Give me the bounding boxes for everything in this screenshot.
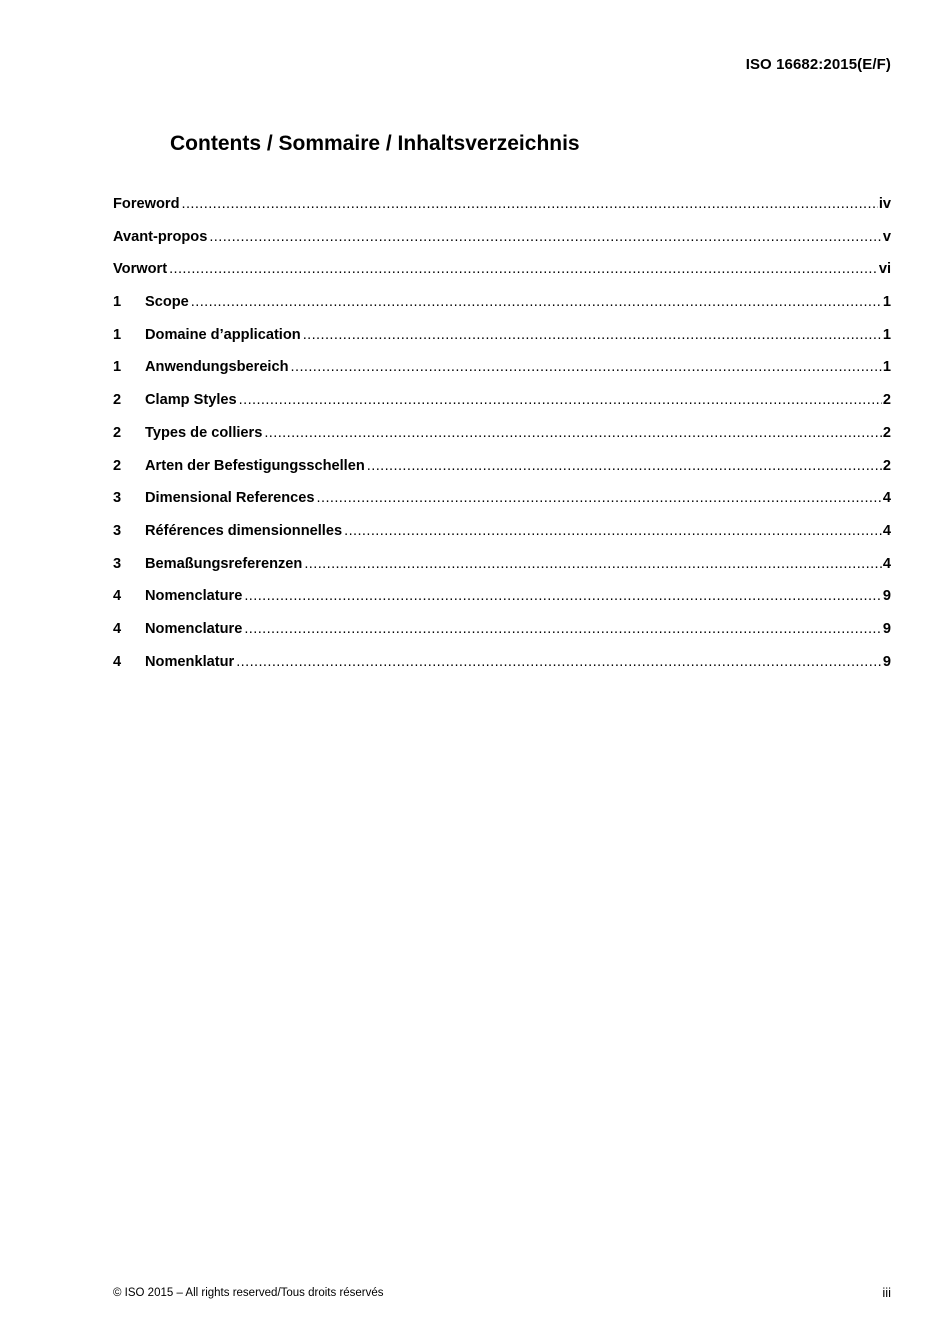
toc-leader-dots	[239, 392, 882, 408]
toc-entry-title: Références dimensionnelles	[145, 522, 343, 539]
toc-leader-dots	[344, 523, 882, 539]
toc-entry-page: 2	[882, 457, 891, 474]
toc-entry-page: 4	[882, 555, 891, 572]
toc-entry-page: v	[882, 228, 891, 245]
toc-entry-number: 3	[113, 522, 122, 539]
toc-entry-title: Nomenclature	[145, 588, 243, 605]
toc-entry-types-de-colliers[interactable]	[113, 425, 891, 458]
toc-entry-number: 2	[113, 424, 122, 441]
toc-entry-page: 2	[882, 424, 891, 441]
toc-entry-page: 1	[882, 294, 891, 311]
page-title: Contents / Sommaire / Inhaltsverzeichnis	[170, 132, 580, 155]
toc-entry-dimensional-references[interactable]	[113, 490, 891, 523]
toc-entry-number: 2	[113, 392, 122, 409]
toc-entry-domaine-application[interactable]	[113, 327, 891, 360]
toc-entry-title: Clamp Styles	[145, 392, 237, 409]
toc-entry-page: 9	[882, 653, 891, 670]
toc-entry-number: 1	[113, 326, 122, 343]
footer-page-number: iii	[882, 1285, 891, 1300]
toc-entry-title: Scope	[145, 294, 189, 311]
toc-leader-dots	[304, 556, 882, 572]
toc-entry-title: Types de colliers	[145, 424, 263, 441]
toc-entry-page: 1	[882, 359, 891, 376]
toc-entry-nomenclature-fr[interactable]	[113, 621, 891, 654]
toc-entry-page: 9	[882, 588, 891, 605]
toc-entry-number: 4	[113, 588, 122, 605]
toc-leader-dots	[236, 654, 882, 670]
toc-entry-title: Foreword	[113, 196, 180, 212]
toc-entry-anwendungsbereich[interactable]	[113, 359, 891, 392]
toc-leader-dots	[244, 621, 882, 637]
toc-entry-title: Arten der Befestigungsschellen	[145, 457, 365, 474]
toc-leader-dots	[317, 490, 882, 506]
toc-entry-title: Dimensional References	[145, 490, 315, 507]
toc-entry-page: iv	[878, 196, 891, 212]
toc-entry-bemassungsreferenzen[interactable]	[113, 556, 891, 589]
toc-entry-nomenklatur[interactable]	[113, 654, 891, 687]
toc-leader-dots	[191, 294, 882, 310]
toc-entry-page: vi	[878, 261, 891, 278]
toc-entry-scope[interactable]	[113, 294, 891, 327]
footer-copyright: © ISO 2015 – All rights reserved/Tous droits réservés	[113, 1287, 384, 1299]
toc-entry-number: 2	[113, 457, 122, 474]
toc-leader-dots	[209, 229, 882, 245]
table-of-contents	[113, 196, 891, 686]
toc-leader-dots	[169, 261, 878, 277]
toc-entry-clamp-styles[interactable]	[113, 392, 891, 425]
toc-entry-page: 4	[882, 522, 891, 539]
toc-entry-title: Avant-propos	[113, 228, 208, 245]
toc-entry-number: 3	[113, 490, 122, 507]
toc-leader-dots	[367, 458, 882, 474]
document-id: ISO 16682:2015(E/F)	[745, 56, 891, 73]
toc-entry-page: 4	[882, 490, 891, 507]
toc-entry-number: 3	[113, 555, 122, 572]
toc-entry-foreword[interactable]	[113, 196, 891, 229]
toc-entry-vorwort[interactable]	[113, 261, 891, 294]
toc-entry-page: 1	[882, 326, 891, 343]
toc-entry-page: 2	[882, 392, 891, 409]
toc-entry-number: 4	[113, 653, 122, 670]
toc-entry-page: 9	[882, 620, 891, 637]
toc-entry-references-dimensionnelles[interactable]	[113, 523, 891, 556]
toc-leader-dots	[244, 588, 882, 604]
toc-leader-dots	[181, 196, 877, 212]
toc-entry-title: Bemaßungsreferenzen	[145, 555, 303, 572]
toc-entry-title: Nomenclature	[145, 620, 243, 637]
toc-entry-title: Domaine d’application	[145, 326, 301, 343]
toc-entry-number: 1	[113, 359, 122, 376]
toc-entry-nomenclature-en[interactable]	[113, 588, 891, 621]
toc-entry-arten-der-befestigungsschellen[interactable]	[113, 458, 891, 491]
toc-leader-dots	[264, 425, 882, 441]
toc-entry-avant-propos[interactable]	[113, 229, 891, 262]
toc-entry-title: Anwendungsbereich	[145, 359, 289, 376]
toc-leader-dots	[291, 359, 882, 375]
toc-entry-title: Nomenklatur	[145, 653, 235, 670]
toc-leader-dots	[303, 327, 882, 343]
toc-entry-number: 1	[113, 294, 122, 311]
toc-entry-number: 4	[113, 620, 122, 637]
toc-entry-title: Vorwort	[113, 261, 168, 278]
